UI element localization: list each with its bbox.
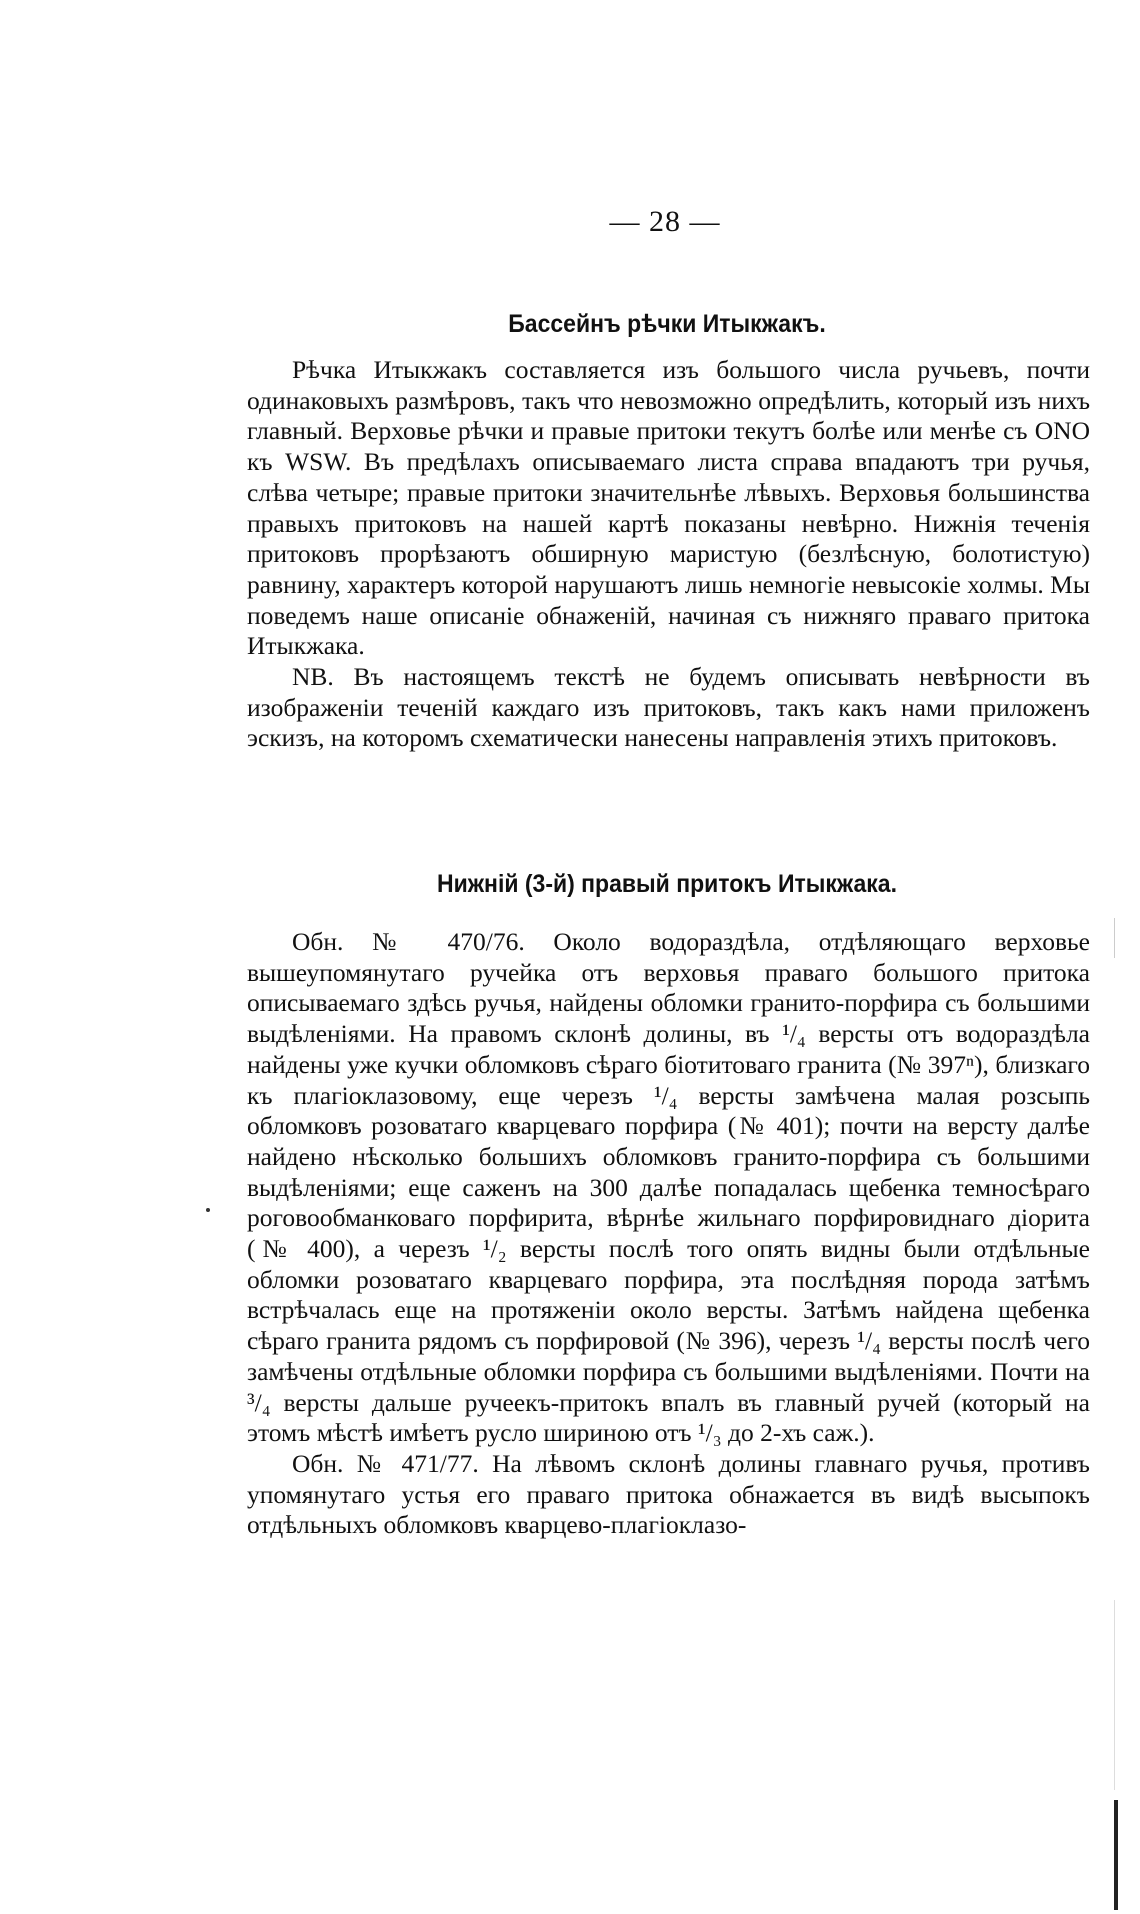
section-body xyxy=(247,355,1090,754)
page-number: — 28 — xyxy=(609,205,721,238)
section-title: Бассейнъ рѣчки Итыкжакъ. xyxy=(508,310,826,338)
paragraph: Обн. № 470/76. Около водораздѣла, отдѣляющаго верховье вышеупомянутаго ручейка отъ верховья праваго большого притока описываемаго здѣсь ручья, найдены обломки гранито-порфира съ большими выдѣленіями. На правомъ склонѣ долины, въ ¹/₄ версты отъ водораздѣла найдены уже кучки обломковъ сѣраго біотитоваго гранита (№ 397ⁿ), близкаго къ плагіоклазовому, еще черезъ ¹/₄ версты замѣчена малая розсыпь обломковъ розоватаго кварцеваго порфира (№ 401); почти на версту далѣе найдено нѣсколько большихъ обломковъ гранито-порфира съ большими выдѣленіями; еще саженъ на 300 далѣе попадалась щебенка темносѣраго роговообманковаго порфирита, вѣрнѣе жильнаго порфировиднаго діорита (№ 400), а черезъ ¹/₂ версты послѣ того опять видны были отдѣльные обломки розоватаго кварцеваго порфира, эта послѣдняя порода затѣмъ встрѣчалась еще на протяженіи около версты. Затѣмъ найдена щебенка сѣраго гранита рядомъ съ порфировой (№ 396), черезъ ¹/₄ версты послѣ чего замѣчены отдѣльные обломки порфира съ большими выдѣленіями. Почти на ³/₄ версты дальше ручеекъ-притокъ впалъ въ главный ручей (который на этомъ мѣстѣ имѣетъ русло шириною отъ ¹/₃ до 2-хъ саж.). xyxy=(247,927,1090,1448)
paragraph: Рѣчка Итыкжакъ составляется изъ большого числа ручьевъ, почти одинаковыхъ размѣровъ, такъ что невозможно опредѣлить, который изъ нихъ главный. Верховье рѣчки и правые притоки текутъ болѣе или менѣе съ ONO къ WSW. Въ предѣлахъ описываемаго листа справа впадаютъ три ручья, слѣва четыре; правые притоки значительнѣе лѣвыхъ. Верховья большинства правыхъ притоковъ на нашей картѣ показаны невѣрно. Нижнія теченія притоковъ прорѣзаютъ обширную маристую (безлѣсную, болотистую) равнину, характеръ которой нарушаютъ лишь немногіе невысокіе холмы. Мы поведемъ наше описаніе обнаженій, начиная съ нижняго праваго притока Итыкжака. xyxy=(247,355,1090,661)
paragraph: NB. Въ настоящемъ текстѣ не будемъ описывать невѣрности въ изображеніи теченій каждаго изъ притоковъ, такъ какъ нами приложенъ эскизъ, на которомъ схематически нанесены направленія этихъ притоковъ. xyxy=(247,662,1090,753)
margin-dot xyxy=(206,1208,210,1212)
section-title: Нижній (3-й) правый притокъ Итыкжака. xyxy=(437,870,897,898)
scan-edge-mark xyxy=(1114,1600,1115,1790)
scan-edge-mark xyxy=(1114,918,1115,958)
paragraph: Обн. № 471/77. На лѣвомъ склонѣ долины главнаго ручья, противъ упомянутаго устья его праваго притока обнажается въ видѣ высыпокъ отдѣльныхъ обломковъ кварцево-плагіоклазо- xyxy=(247,1448,1090,1540)
scan-edge-mark xyxy=(1114,1800,1118,1910)
section-body xyxy=(247,927,1090,1541)
